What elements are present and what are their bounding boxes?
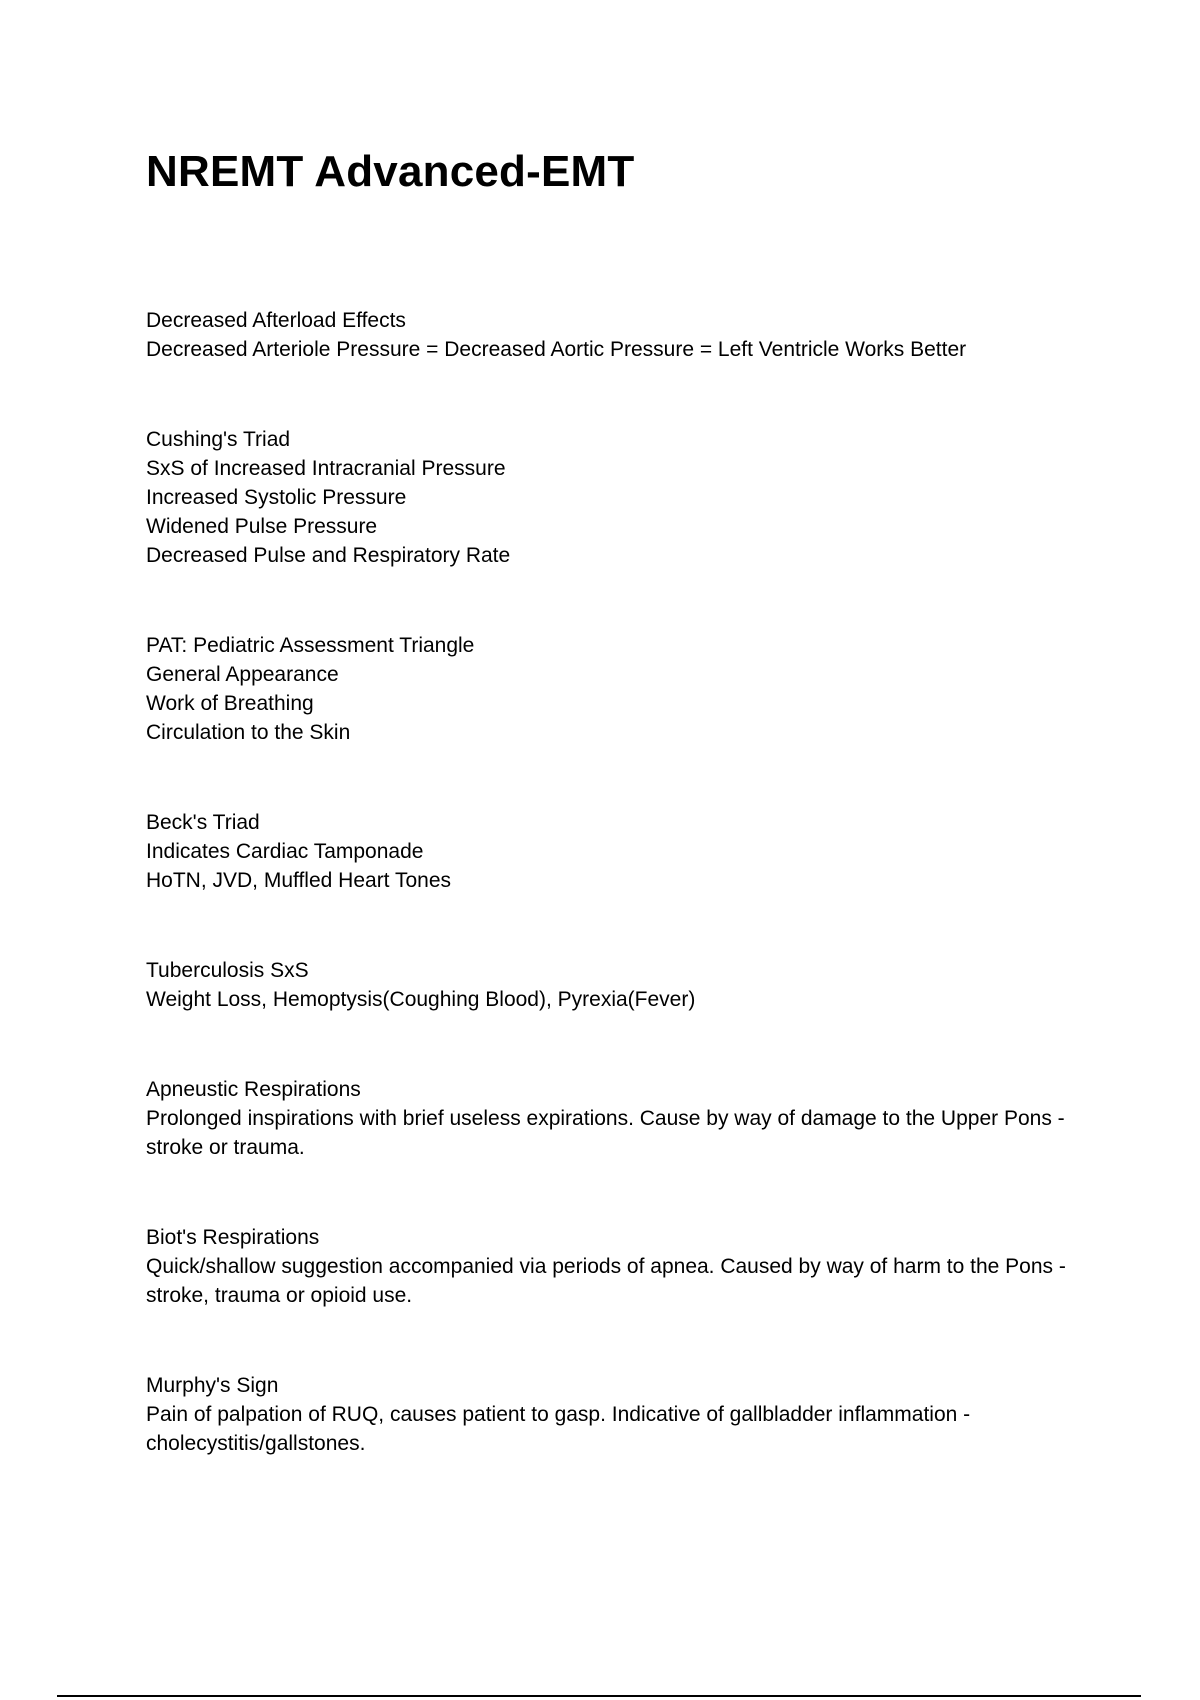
entry-term: Apneustic Respirations xyxy=(146,1078,361,1101)
entry-definition: General Appearance xyxy=(146,663,339,686)
entry-definition: Prolonged inspirations with brief useless expirations. Cause by way of damage to the Upper Pons - stroke or trauma. xyxy=(146,1107,1065,1159)
entry-definition: Widened Pulse Pressure xyxy=(146,515,378,538)
flashcard-entry xyxy=(146,1223,1066,1310)
entry-term: Beck's Triad xyxy=(146,811,260,834)
entry-term: Murphy's Sign xyxy=(146,1374,279,1397)
entry-definition: Pain of palpation of RUQ, causes patient to gasp. Indicative of gallbladder inflammation - cholecystitis/gallstones. xyxy=(146,1403,971,1455)
entry-definition: Weight Loss, Hemoptysis(Coughing Blood), Pyrexia(Fever) xyxy=(146,988,696,1011)
flashcard-entry xyxy=(146,1075,1066,1162)
entry-definition: Work of Breathing xyxy=(146,692,314,715)
flashcard-entry xyxy=(146,631,1066,747)
entry-definition: SxS of Increased Intracranial Pressure xyxy=(146,457,506,480)
flashcard-entry xyxy=(146,1371,1066,1458)
entry-term: Cushing's Triad xyxy=(146,428,291,451)
flashcard-entry xyxy=(146,956,1066,1014)
entry-definition: Decreased Pulse and Respiratory Rate xyxy=(146,544,511,567)
entry-definition: HoTN, JVD, Muffled Heart Tones xyxy=(146,869,452,892)
entry-term: Decreased Afterload Effects xyxy=(146,309,406,332)
entry-definition: Increased Systolic Pressure xyxy=(146,486,407,509)
entry-definition: Circulation to the Skin xyxy=(146,721,351,744)
entry-definition: Quick/shallow suggestion accompanied via periods of apnea. Caused by way of harm to the Pons - stroke, trauma or opioid use. xyxy=(146,1255,1066,1307)
entry-definition: Decreased Arteriole Pressure = Decreased Aortic Pressure = Left Ventricle Works Better xyxy=(146,338,967,361)
flashcard-list xyxy=(146,306,1066,1458)
flashcard-entry xyxy=(146,425,1066,570)
page-title: NREMT Advanced-EMT xyxy=(146,147,635,196)
entry-definition: Indicates Cardiac Tamponade xyxy=(146,840,424,863)
entry-term: PAT: Pediatric Assessment Triangle xyxy=(146,634,475,657)
footer-divider xyxy=(57,1695,1141,1697)
flashcard-entry xyxy=(146,808,1066,895)
entry-term: Tuberculosis SxS xyxy=(146,959,309,982)
entry-term: Biot's Respirations xyxy=(146,1226,320,1249)
flashcard-entry xyxy=(146,306,1066,364)
